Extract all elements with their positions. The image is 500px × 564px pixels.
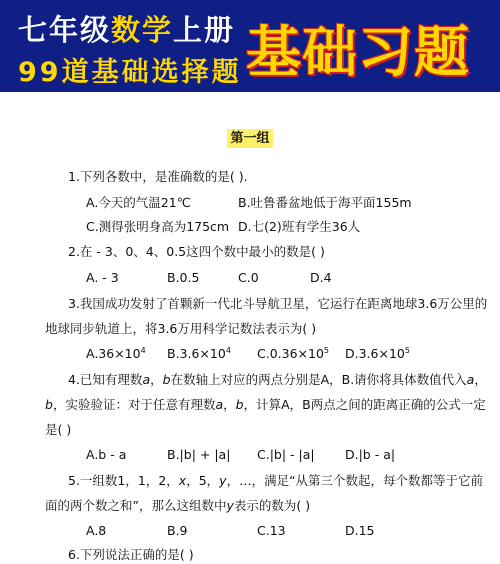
banner-subject: 数学 bbox=[111, 13, 174, 47]
banner-headline: 基础习题 bbox=[246, 20, 471, 84]
question-2-stem: 2.在 - 3、0、4、0.5这四个数中最小的数是( ) bbox=[68, 244, 325, 259]
question-3-option-d bbox=[345, 346, 410, 362]
banner-volume: 上册 bbox=[173, 13, 236, 47]
stem-text: 5.一组数1，1，2， bbox=[68, 473, 179, 488]
variable-b: b bbox=[45, 397, 53, 412]
question-3-option-a bbox=[86, 346, 146, 362]
question-4-option-a: A.b - a bbox=[86, 447, 127, 462]
stem-text: ， bbox=[474, 372, 487, 387]
question-3-option-b bbox=[167, 346, 231, 362]
question-1-stem: 1.下列各数中，是准确数的是( ). bbox=[68, 169, 248, 184]
banner-line-2: 99道基础选择题 bbox=[18, 57, 242, 88]
stem-text: 表示的数为( ) bbox=[233, 498, 311, 513]
question-5-option-b: B.9 bbox=[167, 523, 188, 538]
variable-a: a bbox=[142, 372, 151, 387]
question-5-stem-line-2 bbox=[45, 498, 310, 514]
option-exponent: 5 bbox=[404, 345, 410, 355]
variable-b: b bbox=[235, 397, 244, 412]
question-1-option-b: B.吐鲁番盆地低于海平面155m bbox=[238, 195, 412, 210]
question-6-stem: 6.下列说法正确的是( ) bbox=[68, 547, 194, 562]
question-4-option-b: B.|b| + |a| bbox=[167, 447, 231, 462]
option-base: C.0.36×10 bbox=[257, 346, 324, 361]
stem-text: ， bbox=[223, 397, 236, 412]
option-base: D.3.6×10 bbox=[345, 346, 405, 361]
option-exponent: 4 bbox=[140, 345, 146, 355]
option-exponent: 5 bbox=[323, 345, 330, 355]
title-banner bbox=[0, 0, 500, 92]
banner-grade: 七年级 bbox=[18, 13, 112, 47]
group-title bbox=[0, 127, 500, 146]
question-4-stem-line-3: 是( ) bbox=[45, 422, 72, 437]
variable-b: b bbox=[162, 372, 171, 387]
stem-text: 面的两个数之和”，那么这组数中 bbox=[45, 498, 227, 513]
option-base: A.36×10 bbox=[86, 346, 141, 361]
question-4-option-c: C.|b| - |a| bbox=[257, 447, 315, 462]
option-exponent: 4 bbox=[225, 345, 231, 355]
question-5-option-d: D.15 bbox=[345, 523, 375, 538]
question-2-option-c: C.0 bbox=[238, 270, 259, 285]
stem-text: ，计算A，B两点之间的距离正确的公式一定 bbox=[243, 397, 486, 412]
question-3-stem-line-2: 地球同步轨道上，将3.6万用科学记数法表示为( ) bbox=[45, 321, 317, 336]
variable-y: y bbox=[226, 498, 234, 513]
stem-text: ，实验验证：对于任意有理数 bbox=[52, 397, 216, 412]
variable-y: y bbox=[219, 473, 227, 488]
stem-text: 在数轴上对应的两点分别是A，B.请你将具体数值代入 bbox=[170, 372, 467, 387]
question-2-option-d: D.4 bbox=[310, 270, 332, 285]
stem-text: ， bbox=[150, 372, 163, 387]
question-2-option-b: B.0.5 bbox=[167, 270, 200, 285]
question-2-option-a: A. - 3 bbox=[86, 270, 119, 285]
question-5-option-a: A.8 bbox=[86, 523, 107, 538]
question-5-stem-line-1 bbox=[68, 473, 483, 489]
question-4-option-d: D.|b - a| bbox=[345, 447, 396, 462]
stem-text: ，5， bbox=[186, 473, 220, 488]
stem-text: 4.已知有理数 bbox=[68, 372, 143, 387]
option-base: B.3.6×10 bbox=[167, 346, 226, 361]
variable-x: x bbox=[178, 473, 187, 488]
group-title-label: 第一组 bbox=[227, 129, 272, 148]
question-1-option-d: D.七(2)班有学生36人 bbox=[238, 219, 361, 234]
question-4-stem-line-1 bbox=[68, 372, 487, 388]
question-3-stem-line-1: 3.我国成功发射了首颗新一代北斗导航卫星，它运行在距离地球3.6万公里的 bbox=[68, 296, 488, 311]
variable-a: a bbox=[215, 397, 224, 412]
question-1-option-a: A.今天的气温21℃ bbox=[86, 195, 191, 210]
question-4-stem-line-2 bbox=[45, 397, 486, 413]
stem-text: ，…，满足“从第三个数起，每个数都等于它前 bbox=[226, 473, 484, 488]
variable-a: a bbox=[466, 372, 475, 387]
question-1-option-c: C.测得张明身高为175cm bbox=[86, 219, 230, 234]
question-3-option-c bbox=[257, 346, 329, 362]
banner-line-1 bbox=[18, 8, 235, 49]
question-5-option-c: C.13 bbox=[257, 523, 286, 538]
